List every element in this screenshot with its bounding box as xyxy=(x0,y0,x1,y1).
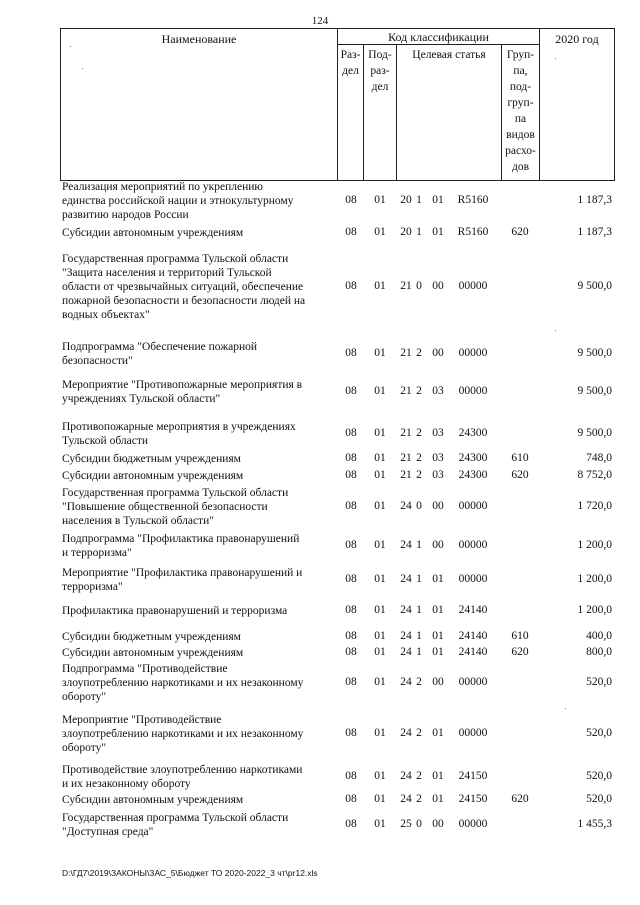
row-name xyxy=(62,604,337,618)
cell-direction: 24300 xyxy=(458,452,488,464)
header-gruppa: Груп- па, под- груп- па видов расхо- дов xyxy=(501,44,540,181)
header-code: Код классификации xyxy=(337,28,540,45)
cell-subprogram: 2 xyxy=(416,452,422,464)
cell-subprogram: 2 xyxy=(416,347,422,359)
cell-value-2020: 520,0 xyxy=(586,676,612,688)
cell-razdel: 08 xyxy=(345,539,357,551)
row-name-line: Мероприятие "Профилактика правонарушений и xyxy=(62,567,303,579)
cell-razdel: 08 xyxy=(345,727,357,739)
row-name xyxy=(62,226,337,240)
row-name-line: Тульской области xyxy=(62,435,149,447)
row-name xyxy=(62,252,337,322)
row-name-line: развитию народов России xyxy=(62,209,189,221)
cell-value-2020: 520,0 xyxy=(586,727,612,739)
row-name-line: Субсидии автономным учреждениям xyxy=(62,470,244,482)
row-name xyxy=(62,378,337,406)
header-name: Наименование xyxy=(60,28,338,181)
cell-podrazdel: 01 xyxy=(374,469,386,481)
cell-razdel: 08 xyxy=(345,385,357,397)
cell-subprogram: 1 xyxy=(416,573,422,585)
cell-direction: R5160 xyxy=(457,194,489,206)
cell-event: 00 xyxy=(432,280,444,292)
cell-subprogram: 1 xyxy=(416,630,422,642)
cell-razdel: 08 xyxy=(345,818,357,830)
cell-subprogram: 1 xyxy=(416,646,422,658)
cell-direction: 24150 xyxy=(458,793,488,805)
cell-podrazdel: 01 xyxy=(374,646,386,658)
cell-event: 03 xyxy=(432,385,444,397)
cell-program: 24 xyxy=(400,539,412,551)
cell-podrazdel: 01 xyxy=(374,770,386,782)
cell-razdel: 08 xyxy=(345,347,357,359)
row-name-line: области от чрезвычайных ситуаций, обеспечение xyxy=(62,281,304,293)
header-podrazdel: Под- раз- дел xyxy=(363,44,397,181)
row-name xyxy=(62,793,337,807)
cell-subprogram: 1 xyxy=(416,226,422,238)
row-name-line: Субсидии автономным учреждениям xyxy=(62,227,244,239)
cell-event: 01 xyxy=(432,194,444,206)
row-name xyxy=(62,662,337,704)
cell-value-2020: 1 200,0 xyxy=(577,604,612,616)
cell-event: 00 xyxy=(432,347,444,359)
cell-subprogram: 2 xyxy=(416,427,422,439)
cell-razdel: 08 xyxy=(345,770,357,782)
cell-direction: 00000 xyxy=(458,385,488,397)
cell-gruppa: 610 xyxy=(511,452,529,464)
cell-event: 03 xyxy=(432,427,444,439)
row-name xyxy=(62,763,337,791)
cell-event: 01 xyxy=(432,727,444,739)
cell-podrazdel: 01 xyxy=(374,630,386,642)
cell-podrazdel: 01 xyxy=(374,676,386,688)
cell-direction: 00000 xyxy=(458,573,488,585)
cell-razdel: 08 xyxy=(345,427,357,439)
row-name-line: Государственная программа Тульской области xyxy=(62,487,289,499)
row-name-line: злоупотреблению наркотиками и их незаконному xyxy=(62,677,304,689)
row-name-line: Подпрограмма "Противодействие xyxy=(62,663,228,675)
cell-subprogram: 0 xyxy=(416,818,422,830)
cell-direction: 00000 xyxy=(458,280,488,292)
row-name-line: Субсидии автономным учреждениям xyxy=(62,647,244,659)
row-name-line: Противодействие злоупотреблению наркотиками xyxy=(62,764,303,776)
row-name-line: Противопожарные мероприятия в учреждениях xyxy=(62,421,296,433)
cell-event: 00 xyxy=(432,539,444,551)
cell-value-2020: 400,0 xyxy=(586,630,612,642)
cell-event: 00 xyxy=(432,676,444,688)
cell-razdel: 08 xyxy=(345,630,357,642)
cell-program: 24 xyxy=(400,676,412,688)
cell-razdel: 08 xyxy=(345,604,357,616)
row-name-line: пожарной безопасности и безопасности людей на xyxy=(62,295,306,307)
cell-program: 21 xyxy=(400,347,412,359)
cell-direction: 00000 xyxy=(458,347,488,359)
row-name-line: Мероприятие "Противопожарные мероприятия в xyxy=(62,379,303,391)
row-name xyxy=(62,811,337,839)
cell-subprogram: 1 xyxy=(416,604,422,616)
cell-value-2020: 1 200,0 xyxy=(577,539,612,551)
row-name-line: и их незаконному обороту xyxy=(62,778,191,790)
cell-podrazdel: 01 xyxy=(374,452,386,464)
row-name xyxy=(62,630,337,644)
cell-program: 24 xyxy=(400,573,412,585)
cell-program: 21 xyxy=(400,427,412,439)
cell-podrazdel: 01 xyxy=(374,818,386,830)
cell-razdel: 08 xyxy=(345,226,357,238)
cell-event: 03 xyxy=(432,469,444,481)
cell-direction: 00000 xyxy=(458,676,488,688)
cell-value-2020: 520,0 xyxy=(586,793,612,805)
cell-razdel: 08 xyxy=(345,646,357,658)
row-name-line: обороту" xyxy=(62,742,107,754)
cell-podrazdel: 01 xyxy=(374,226,386,238)
cell-event: 00 xyxy=(432,500,444,512)
cell-event: 01 xyxy=(432,646,444,658)
header-celevaya-statya: Целевая статья xyxy=(396,44,502,181)
cell-program: 20 xyxy=(400,194,412,206)
cell-subprogram: 2 xyxy=(416,727,422,739)
row-name-line: Субсидии бюджетным учреждениям xyxy=(62,631,241,643)
cell-event: 01 xyxy=(432,770,444,782)
cell-subprogram: 2 xyxy=(416,676,422,688)
cell-direction: 24140 xyxy=(458,604,488,616)
cell-subprogram: 2 xyxy=(416,469,422,481)
cell-gruppa: 620 xyxy=(511,226,529,238)
cell-direction: 24300 xyxy=(458,427,488,439)
row-name-line: "Доступная среда" xyxy=(62,826,154,838)
cell-value-2020: 8 752,0 xyxy=(577,469,612,481)
cell-direction: 00000 xyxy=(458,818,488,830)
cell-subprogram: 2 xyxy=(416,793,422,805)
cell-podrazdel: 01 xyxy=(374,280,386,292)
cell-razdel: 08 xyxy=(345,452,357,464)
cell-direction: 24140 xyxy=(458,630,488,642)
cell-subprogram: 1 xyxy=(416,539,422,551)
cell-razdel: 08 xyxy=(345,793,357,805)
page-number: 124 xyxy=(311,15,329,27)
row-name-line: Государственная программа Тульской области xyxy=(62,812,289,824)
cell-razdel: 08 xyxy=(345,194,357,206)
cell-podrazdel: 01 xyxy=(374,194,386,206)
row-name xyxy=(62,452,337,466)
row-name-line: Профилактика правонарушений и терроризма xyxy=(62,605,288,617)
cell-program: 21 xyxy=(400,280,412,292)
cell-direction: 00000 xyxy=(458,727,488,739)
cell-event: 03 xyxy=(432,452,444,464)
row-name-line: обороту" xyxy=(62,691,107,703)
row-name xyxy=(62,486,337,528)
row-name-line: "Повышение общественной безопасности xyxy=(62,501,268,513)
cell-value-2020: 1 720,0 xyxy=(577,500,612,512)
cell-subprogram: 0 xyxy=(416,500,422,512)
cell-direction: 24300 xyxy=(458,469,488,481)
cell-value-2020: 1 200,0 xyxy=(577,573,612,585)
row-name-line: безопасности" xyxy=(62,355,133,367)
cell-program: 24 xyxy=(400,500,412,512)
header-year: 2020 год xyxy=(539,28,615,181)
cell-gruppa: 610 xyxy=(511,630,529,642)
cell-program: 20 xyxy=(400,226,412,238)
cell-value-2020: 1 187,3 xyxy=(577,194,612,206)
row-name-line: водных объектах" xyxy=(62,309,150,321)
cell-event: 00 xyxy=(432,818,444,830)
cell-direction: 00000 xyxy=(458,500,488,512)
cell-razdel: 08 xyxy=(345,280,357,292)
row-name xyxy=(62,713,337,755)
cell-value-2020: 1 187,3 xyxy=(577,226,612,238)
cell-event: 01 xyxy=(432,226,444,238)
cell-program: 24 xyxy=(400,770,412,782)
cell-podrazdel: 01 xyxy=(374,604,386,616)
cell-program: 24 xyxy=(400,646,412,658)
cell-subprogram: 0 xyxy=(416,280,422,292)
cell-program: 21 xyxy=(400,469,412,481)
cell-podrazdel: 01 xyxy=(374,573,386,585)
row-name xyxy=(62,420,337,448)
row-name-line: и терроризма" xyxy=(62,547,132,559)
row-name-line: Подпрограмма "Профилактика правонарушений xyxy=(62,533,300,545)
cell-direction: 24150 xyxy=(458,770,488,782)
cell-program: 24 xyxy=(400,604,412,616)
cell-direction: 24140 xyxy=(458,646,488,658)
cell-razdel: 08 xyxy=(345,469,357,481)
cell-podrazdel: 01 xyxy=(374,500,386,512)
cell-podrazdel: 01 xyxy=(374,727,386,739)
row-name xyxy=(62,340,337,368)
cell-subprogram: 2 xyxy=(416,770,422,782)
cell-podrazdel: 01 xyxy=(374,427,386,439)
row-name xyxy=(62,469,337,483)
cell-event: 01 xyxy=(432,604,444,616)
row-name-line: Мероприятие "Противодействие xyxy=(62,714,222,726)
cell-razdel: 08 xyxy=(345,500,357,512)
header-razdel: Раз- дел xyxy=(337,44,364,181)
cell-podrazdel: 01 xyxy=(374,793,386,805)
row-name xyxy=(62,646,337,660)
row-name-line: терроризма" xyxy=(62,581,123,593)
row-name-line: населения в Тульской области" xyxy=(62,515,214,527)
cell-razdel: 08 xyxy=(345,676,357,688)
cell-program: 21 xyxy=(400,452,412,464)
cell-value-2020: 9 500,0 xyxy=(577,347,612,359)
cell-event: 01 xyxy=(432,793,444,805)
row-name xyxy=(62,566,337,594)
row-name-line: злоупотреблению наркотиками и их незаконному xyxy=(62,728,304,740)
cell-value-2020: 800,0 xyxy=(586,646,612,658)
cell-subprogram: 2 xyxy=(416,385,422,397)
cell-program: 25 xyxy=(400,818,412,830)
cell-subprogram: 1 xyxy=(416,194,422,206)
row-name-line: Субсидии автономным учреждениям xyxy=(62,794,244,806)
cell-direction: R5160 xyxy=(457,226,489,238)
cell-event: 01 xyxy=(432,573,444,585)
cell-value-2020: 748,0 xyxy=(586,452,612,464)
row-name-line: Подпрограмма "Обеспечение пожарной xyxy=(62,341,258,353)
row-name-line: Субсидии бюджетным учреждениям xyxy=(62,453,241,465)
cell-value-2020: 9 500,0 xyxy=(577,280,612,292)
cell-gruppa: 620 xyxy=(511,793,529,805)
cell-razdel: 08 xyxy=(345,573,357,585)
cell-value-2020: 9 500,0 xyxy=(577,385,612,397)
cell-direction: 00000 xyxy=(458,539,488,551)
row-name-line: единства российской нации и этнокультурному xyxy=(62,195,294,207)
cell-gruppa: 620 xyxy=(511,469,529,481)
row-name-line: "Защита населения и территорий Тульской xyxy=(62,267,272,279)
cell-event: 01 xyxy=(432,630,444,642)
cell-value-2020: 1 455,3 xyxy=(577,818,612,830)
row-name xyxy=(62,180,337,222)
cell-program: 24 xyxy=(400,793,412,805)
cell-gruppa: 620 xyxy=(511,646,529,658)
cell-podrazdel: 01 xyxy=(374,539,386,551)
cell-value-2020: 520,0 xyxy=(586,770,612,782)
row-name-line: учреждениях Тульской области" xyxy=(62,393,221,405)
cell-podrazdel: 01 xyxy=(374,385,386,397)
row-name-line: Реализация мероприятий по укреплению xyxy=(62,181,264,193)
row-name xyxy=(62,532,337,560)
cell-podrazdel: 01 xyxy=(374,347,386,359)
footer-file-path: D:\ГД7\2019\ЗАКОНЫ\ЗАС_5\Бюджет ТО 2020-2022_3 чт\pr12.xls xyxy=(62,868,318,878)
cell-program: 24 xyxy=(400,727,412,739)
cell-program: 24 xyxy=(400,630,412,642)
row-name-line: Государственная программа Тульской области xyxy=(62,253,289,265)
cell-program: 21 xyxy=(400,385,412,397)
cell-value-2020: 9 500,0 xyxy=(577,427,612,439)
